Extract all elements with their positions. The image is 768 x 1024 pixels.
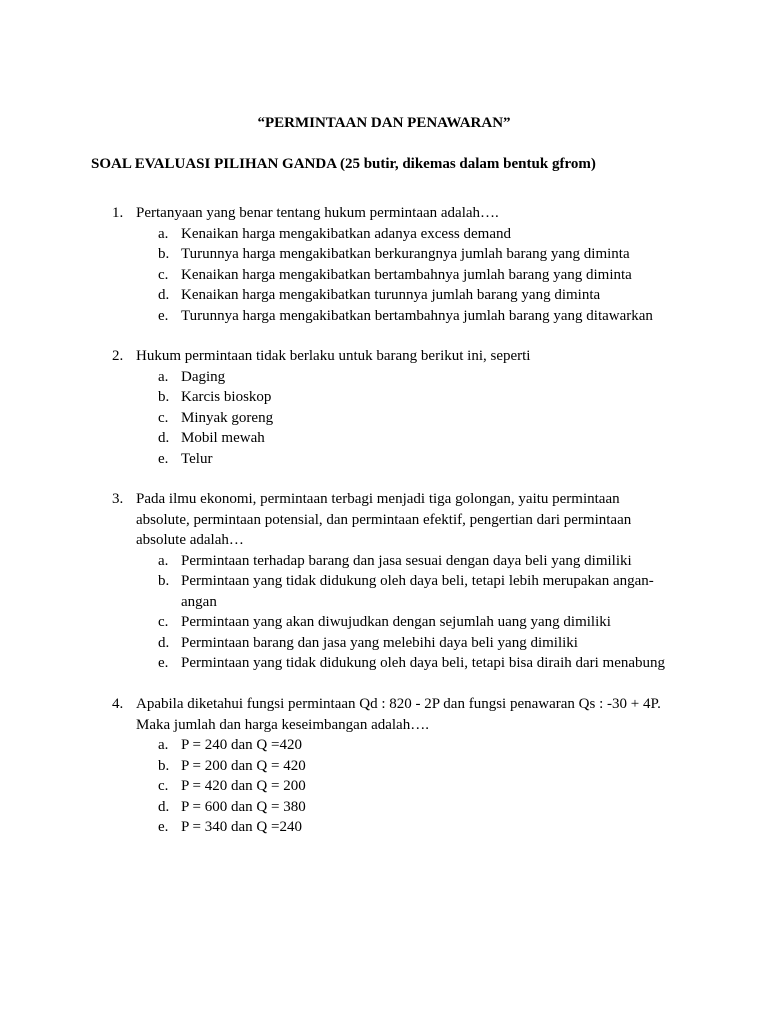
option-d [0, 633, 768, 654]
option-e [0, 817, 768, 838]
option-b [0, 244, 768, 265]
option-letter: a. [158, 368, 169, 385]
option-letter: a. [158, 552, 169, 569]
option-text: Turunnya harga mengakibatkan bertambahnya jumlah barang yang ditawarkan [181, 307, 653, 324]
option-b [0, 387, 768, 408]
option-text: P = 240 dan Q =420 [181, 737, 302, 753]
question-number: 2. [112, 348, 124, 364]
option-letter: d. [158, 430, 170, 446]
question-4 [0, 694, 768, 838]
option-a [0, 224, 768, 245]
option-text: Permintaan yang akan diwujudkan dengan sejumlah uang yang dimiliki [181, 614, 611, 630]
question-text: Pada ilmu ekonomi, permintaan terbagi menjadi tiga golongan, yaitu permintaan absolute, permintaan potensial, dan permintaan efektif, pengertian dari permintaan absolute adalah… [136, 491, 632, 548]
option-a [0, 551, 768, 572]
option-a [0, 735, 768, 756]
question-number: 1. [112, 205, 124, 221]
question-number: 3. [112, 491, 124, 507]
option-text: P = 200 dan Q = 420 [181, 757, 306, 774]
option-b [0, 571, 768, 612]
option-text: Turunnya harga mengakibatkan berkurangnya jumlah barang yang diminta [181, 246, 630, 262]
document-subtitle: SOAL EVALUASI PILIHAN GANDA (25 butir, dikemas dalam bentuk gfrom) [91, 156, 596, 172]
option-text: Mobil mewah [181, 430, 265, 446]
question-text: Pertanyaan yang benar tentang hukum permintaan adalah…. [136, 205, 499, 221]
option-text: Permintaan terhadap barang dan jasa sesuai dengan daya beli yang dimiliki [181, 552, 632, 569]
question-text: Hukum permintaan tidak berlaku untuk barang berikut ini, seperti [136, 348, 531, 364]
option-c [0, 265, 768, 286]
option-d [0, 428, 768, 449]
option-letter: d. [158, 634, 170, 651]
question-3 [0, 489, 768, 674]
option-letter: c. [158, 409, 169, 426]
option-a [0, 367, 768, 388]
option-letter: d. [158, 287, 170, 303]
option-letter: e. [158, 819, 169, 835]
option-e [0, 653, 768, 674]
option-text: Telur [181, 450, 213, 467]
option-letter: a. [158, 225, 169, 242]
option-text: Karcis bioskop [181, 389, 272, 405]
option-letter: c. [158, 266, 169, 283]
option-letter: a. [158, 737, 169, 753]
option-letter: b. [158, 389, 170, 405]
question-number: 4. [112, 696, 124, 712]
option-letter: b. [158, 246, 170, 262]
option-d [0, 797, 768, 818]
option-letter: e. [158, 655, 169, 671]
option-c [0, 776, 768, 797]
option-text: Minyak goreng [181, 409, 274, 426]
option-text: Permintaan barang dan jasa yang melebihi daya beli yang dimiliki [181, 634, 578, 651]
option-letter: b. [158, 573, 170, 589]
option-letter: e. [158, 307, 169, 324]
question-stem [0, 203, 768, 224]
option-letter: d. [158, 798, 170, 815]
question-stem [0, 694, 768, 735]
option-text: Permintaan yang tidak didukung oleh daya beli, tetapi bisa diraih dari menabung [181, 655, 666, 671]
option-letter: b. [158, 757, 170, 774]
option-text: Kenaikan harga mengakibatkan bertambahnya jumlah barang yang diminta [181, 266, 632, 283]
document-title: “PERMINTAAN DAN PENAWARAN” [257, 115, 511, 131]
question-text: Apabila diketahui fungsi permintaan Qd : 820 - 2P dan fungsi penawaran Qs : -30 + 4P. Maka jumlah dan harga keseimbangan adalah…. [136, 696, 661, 733]
option-text: Kenaikan harga mengakibatkan turunnya jumlah barang yang diminta [181, 287, 601, 303]
option-d [0, 285, 768, 306]
option-letter: c. [158, 778, 169, 794]
option-c [0, 612, 768, 633]
option-e [0, 306, 768, 327]
option-c [0, 408, 768, 429]
option-letter: c. [158, 614, 169, 630]
question-stem [0, 346, 768, 367]
option-text: P = 420 dan Q = 200 [181, 778, 306, 794]
question-2 [0, 346, 768, 469]
option-text: Daging [181, 368, 226, 385]
option-b [0, 756, 768, 777]
question-stem [0, 489, 768, 551]
option-e [0, 449, 768, 470]
option-text: Permintaan yang tidak didukung oleh daya beli, tetapi lebih merupakan angan-angan [181, 573, 654, 610]
question-1 [0, 203, 768, 326]
option-text: Kenaikan harga mengakibatkan adanya excess demand [181, 225, 511, 242]
option-text: P = 340 dan Q =240 [181, 819, 302, 835]
option-letter: e. [158, 450, 169, 467]
option-text: P = 600 dan Q = 380 [181, 798, 306, 815]
